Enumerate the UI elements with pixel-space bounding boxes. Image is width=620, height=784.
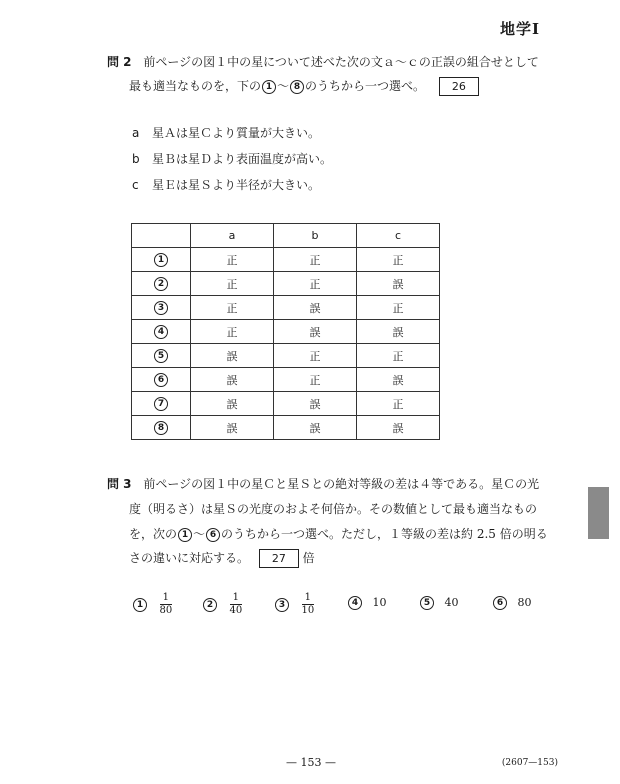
table-cell: 正 [357,248,440,272]
statement-text: 星Ｅは星Ｓより半径が大きい。 [152,178,321,192]
choice-number-marker: 1 [133,598,147,612]
q3-line4 [129,548,315,568]
table-row [132,272,440,296]
table-cell: 正 [357,392,440,416]
choice-number-marker: 1 [178,528,192,542]
table-cell: 誤 [274,416,357,440]
choice-number-marker: 2 [203,598,217,612]
statement-text: 星Ａは星Ｃより質量が大きい。 [152,126,321,140]
q2-text-line2-pre: 最も適当なものを，下の [129,79,262,93]
denominator: 40 [229,605,243,616]
table-cell: 正 [274,248,357,272]
choice-number-marker: 1 [262,80,276,94]
row-number-cell [132,368,191,392]
choice-4 [347,596,387,610]
choice-1 [132,592,172,617]
choice-number-marker: 4 [348,596,362,610]
row-number-cell [132,344,191,368]
table-cell: 誤 [191,368,274,392]
statement-a [132,124,320,141]
choice-5 [419,596,459,610]
choice-number-marker: 8 [290,80,304,94]
row-number-cell [132,272,191,296]
section-edge-tab [588,487,609,539]
table-header-a: a [191,224,274,248]
statement-b [132,150,332,167]
tilde: ～ [277,79,290,93]
q3-text-line4-post: 倍 [302,551,315,565]
table-cell: 正 [274,368,357,392]
choice-value: 10 [372,596,387,609]
choice-number-marker: 6 [206,528,220,542]
choice-number-marker: 5 [420,596,434,610]
q2-text-line1: 前ページの図１中の星について述べた次の文ａ～ｃの正誤の組合せとして [143,55,539,69]
choice-value: 80 [517,596,532,609]
choice-number-marker: 2 [154,277,168,291]
table-cell: 正 [191,320,274,344]
q3-text-line3-post: のうちから一つ選べ。ただし，１等級の差は約 2.5 倍の明る [221,527,548,541]
table-row [132,248,440,272]
q3-line2: 度（明るさ）は星Ｓの光度のおよそ何倍か。その数値として最も適当なもの [129,502,538,516]
answer-table [131,223,440,440]
choice-number-marker: 7 [154,397,168,411]
page-code: (2607—153) [501,758,558,768]
table-cell: 正 [191,272,274,296]
table-corner [132,224,191,248]
q3-line3 [129,524,548,544]
q3-label: 問 3 [107,477,132,491]
q3-answer-box: 27 [259,549,299,568]
table-cell: 正 [274,272,357,296]
table-row [132,344,440,368]
page-number: — 153 — [286,756,336,769]
table-cell: 誤 [191,416,274,440]
table-cell: 誤 [274,296,357,320]
row-number-cell [132,248,191,272]
table-cell: 正 [357,296,440,320]
table-cell: 誤 [357,272,440,296]
table-row [132,392,440,416]
q2-answer-box: 26 [439,77,479,96]
choice-number-marker: 3 [275,598,289,612]
choice-value: 40 [444,596,459,609]
table-cell: 誤 [357,416,440,440]
row-number-cell [132,392,191,416]
q2-line1 [107,52,539,72]
table-header-c: c [357,224,440,248]
table-cell: 正 [191,248,274,272]
row-number-cell [132,416,191,440]
choice-6 [492,596,532,610]
fraction [160,592,173,617]
table-cell: 誤 [191,344,274,368]
table-cell: 誤 [274,320,357,344]
q3-text-line4-pre: さの違いに対応する。 [129,551,250,565]
numerator: 1 [160,592,173,605]
table-cell: 誤 [191,392,274,416]
q3-text-line1: 前ページの図１中の星Ｃと星Ｓとの絶対等級の差は４等である。星Ｃの光 [143,477,540,491]
q2-label: 問 2 [107,55,132,69]
table-header-b: b [274,224,357,248]
table-row [132,296,440,320]
choice-number-marker: 6 [493,596,507,610]
table-cell: 正 [191,296,274,320]
statement-label: b [132,152,140,166]
q2-text-line2-post: のうちから一つ選べ。 [305,79,426,93]
choice-number-marker: 6 [154,373,168,387]
denominator: 10 [301,605,315,616]
choice-number-marker: 5 [154,349,168,363]
choice-3 [274,592,314,617]
q3-text-line3-pre: を，次の [129,527,178,541]
row-number-cell [132,320,191,344]
denominator: 80 [159,605,173,616]
table-row [132,416,440,440]
numerator: 1 [230,592,243,605]
fraction [230,592,243,617]
table-cell: 誤 [274,392,357,416]
subject-title: 地学Ⅰ [499,20,540,38]
statement-label: c [132,178,139,192]
table-row [132,320,440,344]
table-cell: 誤 [357,320,440,344]
fraction [302,592,315,617]
tilde: ～ [193,527,206,541]
q3-line1 [107,474,539,494]
table-header-row [132,224,440,248]
choice-number-marker: 3 [154,301,168,315]
table-cell: 誤 [357,368,440,392]
row-number-cell [132,296,191,320]
choice-number-marker: 4 [154,325,168,339]
choice-number-marker: 1 [154,253,168,267]
choice-2 [202,592,242,617]
numerator: 1 [302,592,315,605]
table-row [132,368,440,392]
q2-line2 [129,76,479,96]
table-cell: 正 [357,344,440,368]
statement-label: a [132,126,140,140]
table-cell: 正 [274,344,357,368]
statement-c [132,176,320,193]
choice-number-marker: 8 [154,421,168,435]
statement-text: 星Ｂは星Ｄより表面温度が高い。 [152,152,333,166]
